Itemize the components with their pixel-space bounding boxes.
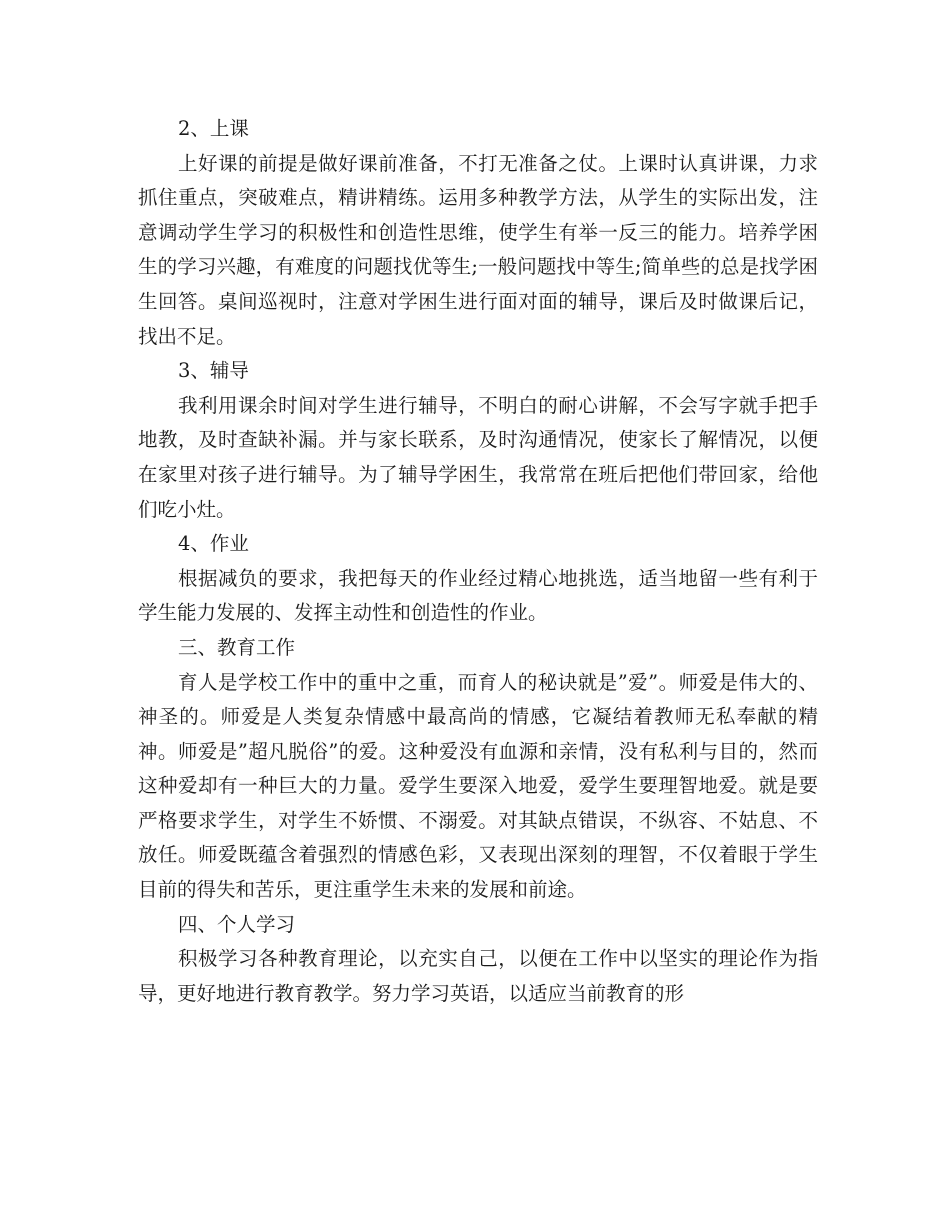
paragraph-personal-study: 积极学习各种教育理论，以充实自己，以便在工作中以坚实的理论作为指导，更好地进行教育教学。努力学习英语，以适应当前教育的形 — [138, 947, 818, 1005]
paragraph-homework: 根据减负的要求，我把每天的作业经过精心地挑选，适当地留一些有利于学生能力发展的、发挥主动性和创造性的作业。 — [138, 566, 818, 625]
section-heading-personal-study: 四、个人学习 — [178, 912, 296, 936]
section-heading-class: 2、上课 — [178, 117, 249, 140]
document-page — [138, 112, 818, 1011]
section-heading-education-work: 三、教育工作 — [178, 635, 296, 659]
section-heading-tutoring: 3、辅导 — [178, 359, 249, 383]
paragraph-education-work: 育人是学校工作中的重中之重，而育人的秘诀就是”爱”。师爱是伟大的、神圣的。师爱是人类复杂情感中最高尚的情感，它凝结着教师无私奉献的精神。师爱是”超凡脱俗”的爱。这种爱没有血源和亲情，没有私利与目的，然而这种爱却有一种巨大的力量。爱学生要深入地爱，爱学生要理智地爱。就是要严格要求学生，对学生不娇惯、不溺爱。对其缺点错误，不纵容、不姑息、不放任。师爱既蕴含着强烈的情感色彩，又表现出深刻的理智，不仅着眼于学生目前的得失和苦乐，更注重学生未来的发展和前途。 — [138, 670, 818, 902]
paragraph-tutoring: 我利用课余时间对学生进行辅导，不明白的耐心讲解，不会写字就手把手地教，及时查缺补漏。并与家长联系，及时沟通情况，使家长了解情况，以便在家里对孩子进行辅导。为了辅导学困生，我常常在班后把他们带回家，给他们吃小灶。 — [138, 393, 818, 521]
section-heading-homework: 4、作业 — [178, 532, 249, 556]
paragraph-class: 上好课的前提是做好课前准备，不打无准备之仗。上课时认真讲课，力求抓住重点，突破难点，精讲精练。运用多种教学方法，从学生的实际出发，注意调动学生学习的积极性和创造性思维，使学生有举一反三的能力。培养学困生的学习兴趣，有难度的问题找优等生;一般问题找中等生;简单些的总是找学困生回答。桌间巡视时，注意对学困生进行面对面的辅导，课后及时做课后记，找出不足。 — [138, 151, 818, 348]
